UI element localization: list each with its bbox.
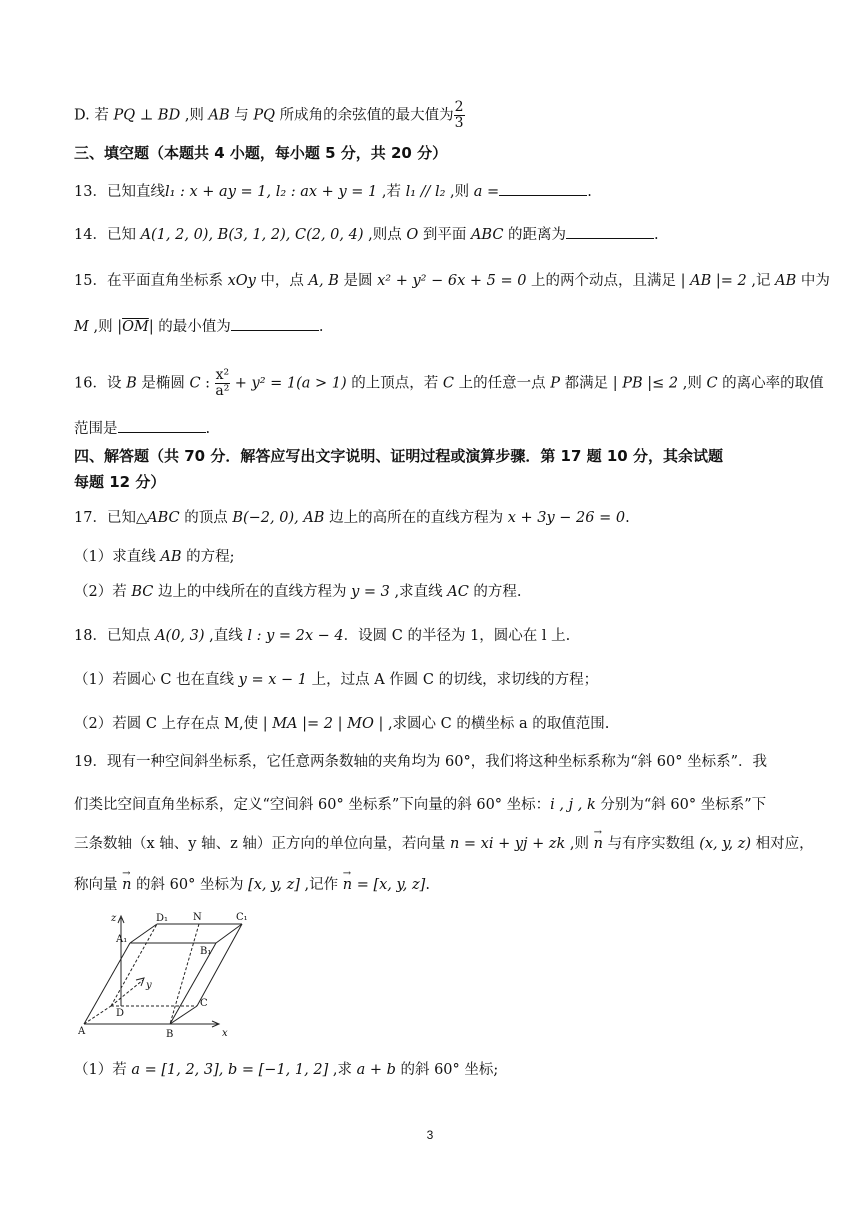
answer-blank [231,316,319,331]
edge-a1d1 [130,924,157,943]
edge-bc [170,1006,197,1024]
question-19-part1: （1）若 a = [1, 2, 3], b = [−1, 1, 2] ,求 a + b 的斜 60° 坐标; [74,1062,499,1078]
question-18-part2: （2）若圆 C 上存在点 M,使 | MA |= 2 | MO | ,求圆心 C 的横坐标 a 的取值范围. [74,716,610,732]
label-a1: A₁ [116,934,128,945]
label-b1: B₁ [200,946,212,957]
label-a: A [78,1026,86,1037]
answer-blank [566,224,654,239]
section3-heading: 三、填空题（本题共 4 小题，每小题 5 分，共 20 分） [74,144,448,162]
label-d: D [116,1008,125,1019]
question-16-line2: 范围是 . [74,418,794,439]
edge-ad [84,1006,111,1024]
answer-blank [118,418,206,433]
answer-blank [499,181,587,196]
section4-heading-line2: 每题 12 分） [74,473,166,491]
segment-nb [170,924,199,1024]
label-b: B [166,1029,174,1040]
question-13: 13．已知直线l₁ : x + ay = 1, l₂ : ax + y = 1 ,若 l₁ // l₂ ,则 a = . [74,181,794,202]
question-18: 18．已知点 A(0, 3) ,直线 l : y = 2x − 4．设圆 C 的半径为 1，圆心在 l 上. [74,628,571,644]
label-c: C [200,998,208,1009]
question-14: 14．已知 A(1, 2, 0), B(3, 1, 2), C(2, 0, 4) ,则点 O 到平面 ABC 的距离为 . [74,224,794,245]
prism-figure [78,910,258,1040]
label-d1: D₁ [156,913,169,924]
question-18-part1: （1）若圆心 C 也在直线 y = x − 1 上，过点 A 作圆 C 的切线，求切线的方程； [74,672,599,688]
question-17-part2: （2）若 BC 边上的中线所在的直线方程为 y = 3 ,求直线 AC 的方程. [74,584,522,600]
option-d: D. 若 PQ ⊥ BD ,则 AB 与 PQ 所成角的余弦值的最大值为 $\frac{2}{3}$ [74,99,464,131]
question-15-line2: M ,则 $|\overline{OM}|$ 的最小值为 . [74,316,794,337]
fraction-x2-a2: $\frac{\text{x²}}{\text{a²}}$ [215,367,230,399]
label-n: N [193,912,202,923]
y-axis [111,980,143,1006]
question-19-line4: 称向量 → n 的斜 60° 坐标为 [x, y, z] ,记作 → n = [x, y, z]. [74,875,794,895]
question-19-line1: 19．现有一种空间斜坐标系，它任意两条数轴的夹角均为 60°，我们将这种坐标系称为“斜 60° 坐标系”．我 [74,754,768,770]
fraction-two-thirds: $\frac{2}{3}$ [454,99,464,131]
label-y: y [146,980,152,991]
label-c1: C₁ [236,912,248,923]
question-17: 17．已知△ABC 的顶点 B(−2, 0), AB 边上的高所在的直线方程为 x + 3y − 26 = 0. [74,510,630,526]
section4-heading-line1: 四、解答题（共 70 分．解答应写出文字说明、证明过程或演算步骤．第 17 题 10 分，其余试题 [74,447,723,465]
label-z: z [111,913,117,924]
question-17-part1: （1）求直线 AB 的方程; [74,549,235,565]
edge-b1c1 [216,924,242,943]
question-15-line1: 15．在平面直角坐标系 xOy 中，点 A, B 是圆 x² + y² − 6x + 5 = 0 上的两个动点，且满足 | AB |= 2 ,记 AB 中为 [74,273,830,289]
question-19-line2: 们类比空间直角坐标系，定义“空间斜 60° 坐标系”下向量的斜 60° 坐标：i , j , k 分别为“斜 60° 坐标系”下 [74,797,767,813]
label-x: x [222,1028,228,1039]
question-19-line3: 三条数轴（x 轴、y 轴、z 轴）正方向的单位向量，若向量 n = xi + yj + zk ,则 → n 与有序实数组 (x, y, z) 相对应， [74,834,794,854]
page-number: 3 [426,1128,434,1142]
question-16-line1: 16．设 B 是椭圆 C : $\frac{\text{x²}}{\text{a²}}$ + y² = 1(a > 1) 的上顶点，若 C 上的任意一点 P 都满足 | PB |≤ 2 ,则 C 的离心率的取值 [74,367,824,399]
